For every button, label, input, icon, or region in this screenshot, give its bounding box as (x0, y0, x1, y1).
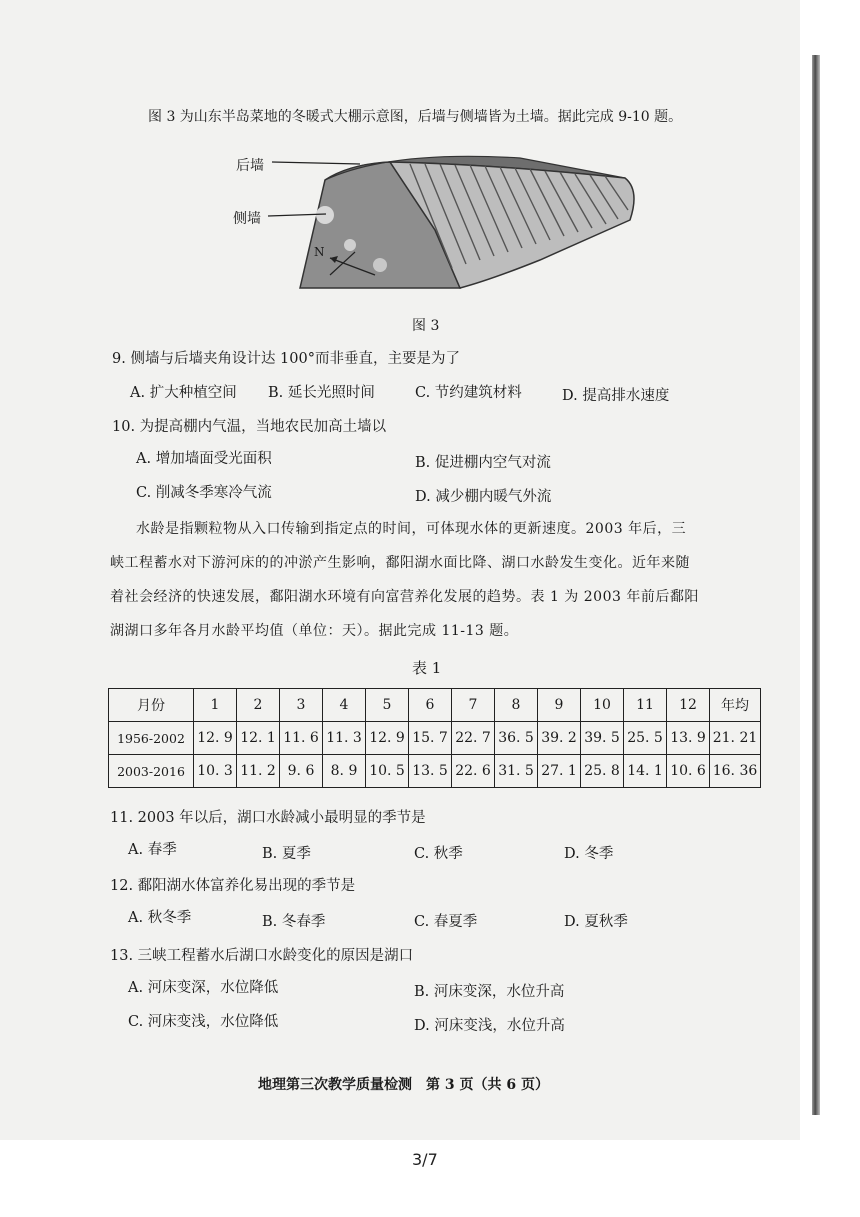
q9-stem: 9. 侧墙与后墙夹角设计达 100°而非垂直，主要是为了 (112, 351, 460, 367)
table-cell: 13. 5 (409, 755, 452, 788)
table-cell: 16. 36 (710, 755, 761, 788)
q11-option-c: C. 秋季 (414, 846, 463, 862)
table-cell: 12 (667, 689, 710, 722)
table-cell: 1956-2002 (109, 722, 194, 755)
table-cell: 10 (581, 689, 624, 722)
table-cell: 年均 (710, 689, 761, 722)
table-cell: 10. 5 (366, 755, 409, 788)
table-cell: 9 (538, 689, 581, 722)
table-cell: 11. 6 (280, 722, 323, 755)
label-north: N (314, 245, 325, 259)
q13-option-a: A. 河床变深，水位降低 (128, 980, 279, 996)
table-cell: 4 (323, 689, 366, 722)
water-age-table (108, 688, 761, 788)
figure-caption: 图 3 (412, 318, 440, 334)
passage-line-4: 湖湖口多年各月水龄平均值（单位：天）。据此完成 11-13 题。 (110, 623, 519, 639)
table-header-row (109, 689, 761, 722)
q12-option-c: C. 春夏季 (414, 914, 478, 930)
q9-option-b: B. 延长光照时间 (268, 385, 375, 401)
table-cell: 10. 3 (194, 755, 237, 788)
passage-line-3: 着社会经济的快速发展，鄱阳湖水环境有向富营养化发展的趋势。表 1 为 2003 年前后鄱阳 (110, 589, 699, 605)
table-cell: 5 (366, 689, 409, 722)
q11-option-a: A. 春季 (128, 842, 177, 858)
table-cell: 15. 7 (409, 722, 452, 755)
q9-option-c: C. 节约建筑材料 (415, 385, 522, 401)
table-cell: 12. 1 (237, 722, 280, 755)
q12-option-d: D. 夏秋季 (564, 914, 628, 930)
q10-option-c: C. 削减冬季寒冷气流 (136, 485, 272, 501)
intro-text: 图 3 为山东半岛菜地的冬暖式大棚示意图，后墙与侧墙皆为土墙。据此完成 9-10 题。 (148, 109, 683, 125)
q9-option-a: A. 扩大种植空间 (130, 385, 237, 401)
table-cell: 10. 6 (667, 755, 710, 788)
table-cell: 7 (452, 689, 495, 722)
q9-option-d: D. 提高排水速度 (562, 388, 670, 404)
table-cell: 14. 1 (624, 755, 667, 788)
table-cell: 12. 9 (194, 722, 237, 755)
page-edge-shadow (812, 55, 820, 1115)
table-row-1956-2002 (109, 722, 761, 755)
table-cell: 2003-2016 (109, 755, 194, 788)
table-cell: 3 (280, 689, 323, 722)
table-cell: 12. 9 (366, 722, 409, 755)
label-back-wall: 后墙 (236, 158, 264, 174)
table-cell: 8 (495, 689, 538, 722)
table-cell: 21. 21 (710, 722, 761, 755)
q10-option-a: A. 增加墙面受光面积 (136, 451, 272, 467)
table-cell: 月份 (109, 689, 194, 722)
table-cell: 1 (194, 689, 237, 722)
table-cell: 36. 5 (495, 722, 538, 755)
table-cell: 11. 3 (323, 722, 366, 755)
greenhouse-figure (230, 140, 650, 310)
q13-option-b: B. 河床变深，水位升高 (414, 984, 565, 1000)
table-cell: 39. 5 (581, 722, 624, 755)
table-caption: 表 1 (412, 659, 442, 677)
label-side-wall: 侧墙 (233, 211, 261, 227)
table-cell: 6 (409, 689, 452, 722)
table-cell: 22. 6 (452, 755, 495, 788)
q12-option-a: A. 秋冬季 (128, 910, 192, 926)
q11-stem: 11. 2003 年以后，湖口水龄减小最明显的季节是 (110, 810, 426, 826)
table-cell: 25. 5 (624, 722, 667, 755)
table-cell: 11. 2 (237, 755, 280, 788)
table-cell: 11 (624, 689, 667, 722)
q11-option-b: B. 夏季 (262, 846, 311, 862)
table-cell: 25. 8 (581, 755, 624, 788)
table-cell: 39. 2 (538, 722, 581, 755)
table-row-2003-2016 (109, 755, 761, 788)
q10-stem: 10. 为提高棚内气温，当地农民加高土墙以 (112, 419, 387, 435)
table-cell: 13. 9 (667, 722, 710, 755)
q11-option-d: D. 冬季 (564, 846, 614, 862)
passage-line-1: 水龄是指颗粒物从入口传输到指定点的时间，可体现水体的更新速度。2003 年后，三 (136, 521, 687, 537)
q10-option-b: B. 促进棚内空气对流 (415, 455, 551, 471)
q12-option-b: B. 冬春季 (262, 914, 326, 930)
table-cell: 27. 1 (538, 755, 581, 788)
q12-stem: 12. 鄱阳湖水体富养化易出现的季节是 (110, 878, 356, 894)
table-cell: 31. 5 (495, 755, 538, 788)
page-footer: 地理第三次教学质量检测 第 3 页（共 6 页） (258, 1077, 549, 1093)
back-wall-leader (272, 162, 360, 164)
table-cell: 9. 6 (280, 755, 323, 788)
q13-option-d: D. 河床变浅，水位升高 (414, 1018, 565, 1034)
q10-option-d: D. 减少棚内暖气外流 (415, 489, 552, 505)
table-cell: 22. 7 (452, 722, 495, 755)
passage-line-2: 峡工程蓄水对下游河床的的冲淤产生影响，鄱阳湖水面比降、湖口水龄发生变化。近年来随 (110, 555, 690, 571)
q13-stem: 13. 三峡工程蓄水后湖口水龄变化的原因是湖口 (110, 948, 414, 964)
q13-option-c: C. 河床变浅，水位降低 (128, 1014, 279, 1030)
table-cell: 2 (237, 689, 280, 722)
page-indicator: 3/7 (412, 1150, 438, 1169)
table-cell: 8. 9 (323, 755, 366, 788)
